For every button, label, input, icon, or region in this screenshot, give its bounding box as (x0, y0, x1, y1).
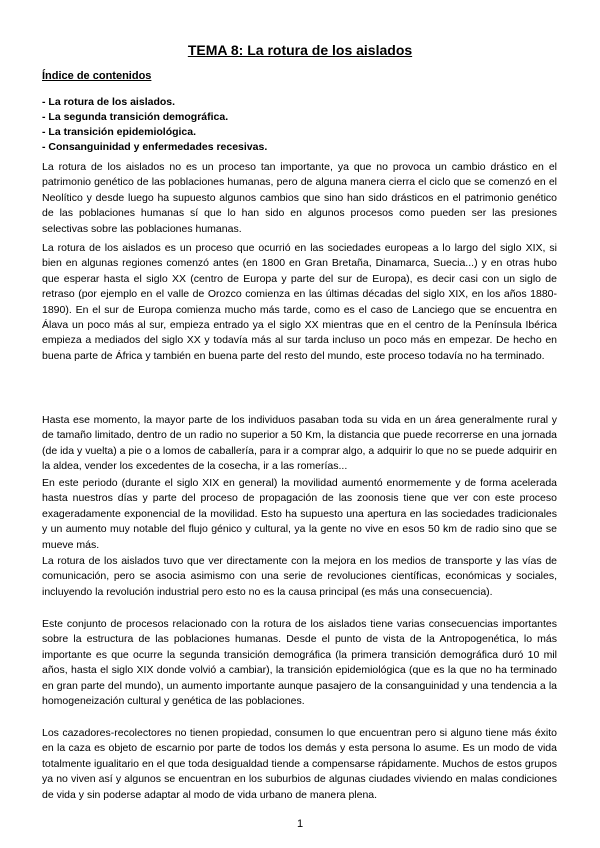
paragraph-hunter-gatherers: Los cazadores-recolectores no tienen propiedad, consumen lo que encuentran pero si alguno tiene más éxito en la caza es objeto de escarnio por parte de todos los demás y esta persona lo asume. Es un modo de vida totalmente igualitario en el que toda desigualdad tiende a compensarse rápidamente. Muchos de estos grupos ya no viven así y algunos se encuentran en los suburbios de algunas ciudades viviendo en malas condiciones de vida y sin poderse adaptar al modo de vida urbano de manera plena. (42, 727, 557, 801)
page-title: TEMA 8: La rotura de los aislados (187, 42, 413, 58)
paragraph-intro: La rotura de los aislados no es un proceso tan importante, ya que no provoca un cambio drástico en el patrimonio genético de las poblaciones humanas, pero de alguna manera cierra el ciclo que se comenzó en el Neolítico y desde luego ha supuesto algunos cambios que sino han sido drásticos en el patrimonio genético de las poblaciones humanas sí que lo han sido en algunos procesos como pueden ser las presiones selectivas sobre las poblaciones humanas. (42, 161, 557, 235)
paragraph-before: Hasta ese momento, la mayor parte de los individuos pasaban toda su vida en un área generalmente rural y de tamaño limitado, dentro de un radio no superior a 50 Km, la distancia que puede recorrerse en una jornada (de ida y vuelta) a pie o a lomos de caballería, para ir a comprar algo, a adquirir lo que no se puede adquirir en la aldea, vender los excedentes de la cosecha, ir a las romerías... (42, 414, 557, 473)
paragraph-history: La rotura de los aislados es un proceso que ocurrió en las sociedades europeas a lo largo del siglo XIX, si bien en algunas regiones comenzó antes (en 1800 en Gran Bretaña, Dinamarca, Suecia...) y en otras hubo que esperar hasta el siglo XX (centro de Europa y parte del sur de Europa), es decir casi con un siglo de retraso (por ejemplo en el valle de Orozco comienza en las últimas décadas del siglo XIX, en los años 1880-1890). En el sur de Europa comienza mucho más tarde, como es el caso de Lanciego que se encuentra en Álava un poco más al sur, empieza entrado ya el siglo XX mientras que en el centro de la Península Ibérica empieza a mediados del siglo XX y todavía más al sur tarda incluso un poco más en empezar. De hecho en buena parte de África y también en buena parte del resto del mundo, este proceso todavía no ha terminado. (42, 242, 557, 362)
toc-item: - La transición epidemiológica. (42, 126, 197, 138)
toc-heading: Índice de contenidos (42, 70, 152, 82)
toc-item: - La rotura de los aislados. (42, 96, 176, 108)
paragraph-mobility: En este periodo (durante el siglo XIX en general) la movilidad aumentó enormemente y de forma acelerada hasta nuestros días y parte del proceso de propagación de las zoonosis tiene que ver con este proceso exageradamente exponencial de la movilidad. Esto ha supuesto una apertura en las sociedades tradicionales y un aumento muy notable del flujo génico y cultural, ya la gente no vive en esos 50 km de radio sino que se mueve más. (42, 477, 557, 551)
paragraph-consequences: Este conjunto de procesos relacionado con la rotura de los aislados tiene varias consecuencias importantes sobre la estructura de las poblaciones humanas. Desde el punto de vista de la Antropogenética, lo más importante es que ocurre la segunda transición demográfica (la primera transición demográfica duró 10 mil años, hasta el siglo XIX donde volvió a cambiar), la transición epidemiológica (que es la que no ha terminado en gran parte del mundo), un aumento importante aunque pasajero de la consanguinidad y una tendencia a la homogeneización cultural y genética de las poblaciones. (42, 618, 557, 708)
toc-item: - Consanguinidad y enfermedades recesivas. (42, 141, 268, 153)
toc-list (42, 95, 267, 155)
toc-item: - La segunda transición demográfica. (42, 111, 229, 123)
paragraph-transport: La rotura de los aislados tuvo que ver directamente con la mejora en los medios de transporte y las vías de comunicación, pero se asocia asimismo con una serie de revoluciones científicas, económicas y sociales, incluyendo la revolución industrial pero esto no es la causa principal (es más una consecuencia). (42, 555, 557, 598)
page-number: 1 (296, 818, 304, 830)
